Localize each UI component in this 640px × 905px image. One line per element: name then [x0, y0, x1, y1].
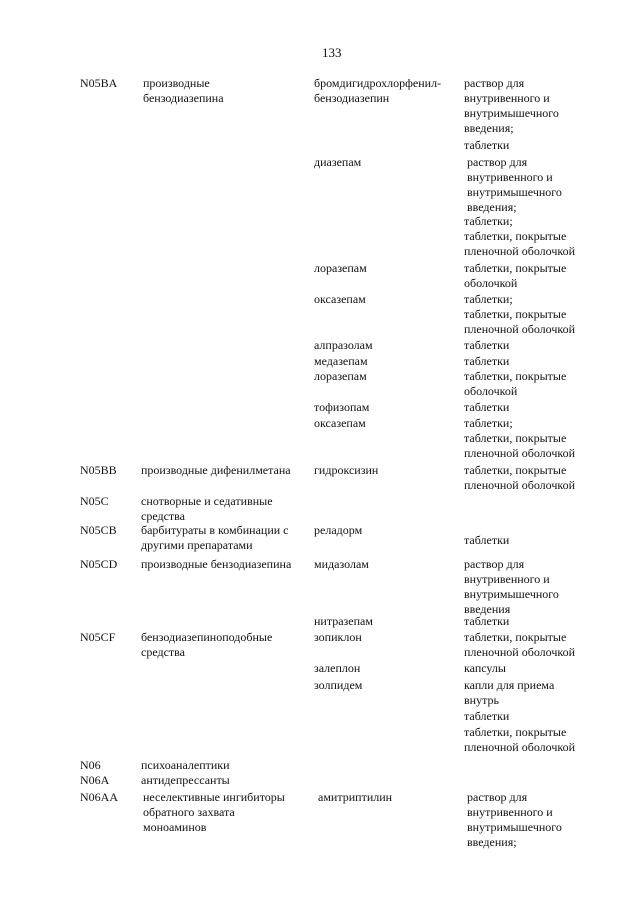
drug-name: тофизопам	[314, 400, 370, 414]
atc-group-name: психоаналептики	[141, 758, 230, 772]
atc-group-name: неселективные ингибиторы обратного захвата моноаминов	[143, 790, 285, 834]
dosage-form: таблетки, покрытые пленочной оболочкой	[464, 630, 576, 659]
dosage-form: таблетки, покрытые оболочкой	[464, 261, 567, 290]
atc-code: N06A	[80, 773, 110, 787]
dosage-form: таблетки;	[464, 214, 513, 228]
dosage-form: таблетки, покрытые пленочной оболочкой	[464, 463, 576, 492]
dosage-form: раствор для внутривенного и внутримышечного введения;	[464, 76, 559, 135]
drug-name: реладорм	[314, 523, 363, 537]
dosage-form: раствор для внутривенного и внутримышечного введения;	[467, 790, 562, 849]
drug-name: зопиклон	[314, 630, 362, 644]
atc-code: N05CB	[80, 523, 117, 537]
dosage-form: таблетки	[464, 709, 510, 723]
drug-name: амитриптилин	[318, 790, 393, 804]
drug-name: медазепам	[314, 354, 368, 368]
dosage-form: таблетки	[464, 400, 510, 414]
dosage-form: капли для приема внутрь	[464, 678, 555, 707]
atc-group-name: барбитураты в комбинации с другими препаратами	[141, 523, 289, 552]
atc-code: N06AA	[80, 790, 118, 804]
atc-group-name: бензодиазепиноподобные средства	[141, 630, 273, 659]
atc-group-name: производные дифенилметана	[141, 463, 291, 477]
atc-code: N05C	[80, 494, 109, 508]
drug-name: лоразепам	[314, 369, 367, 383]
dosage-form: таблетки	[464, 138, 510, 152]
page-number: 133	[322, 45, 342, 60]
dosage-form: таблетки	[464, 614, 510, 628]
drug-name: залеплон	[314, 661, 361, 675]
dosage-form: таблетки;	[464, 292, 513, 306]
drug-name: оксазепам	[314, 416, 366, 430]
atc-code: N06	[80, 758, 101, 772]
dosage-form: таблетки, покрытые пленочной оболочкой	[464, 725, 576, 754]
atc-code: N05CF	[80, 630, 116, 644]
dosage-form: таблетки	[464, 338, 510, 352]
drug-name: оксазепам	[314, 292, 366, 306]
drug-name: мидазолам	[314, 557, 369, 571]
dosage-form: таблетки, покрытые пленочной оболочкой	[464, 229, 576, 258]
atc-group-name: производные бензодиазепина	[143, 76, 224, 105]
drug-name: бромдигидрохлорфенил- бензодиазепин	[314, 76, 442, 105]
dosage-form: таблетки;	[464, 416, 513, 430]
dosage-form: раствор для внутривенного и внутримышечного введения;	[467, 155, 562, 214]
dosage-form: капсулы	[464, 661, 506, 675]
dosage-form: таблетки, покрытые оболочкой	[464, 369, 567, 398]
drug-name: алпразолам	[314, 338, 373, 352]
dosage-form: таблетки	[464, 533, 510, 547]
atc-code: N05BB	[80, 463, 117, 477]
atc-code: N05CD	[80, 557, 118, 571]
atc-group-name: антидепрессанты	[141, 773, 230, 787]
atc-code: N05BA	[80, 76, 118, 90]
drug-name: нитразепам	[314, 614, 373, 628]
drug-name: гидроксизин	[314, 463, 379, 477]
drug-name: золпидем	[314, 678, 363, 692]
atc-group-name: производные бензодиазепина	[141, 557, 292, 571]
dosage-form: таблетки	[464, 354, 510, 368]
drug-name: диазепам	[314, 155, 362, 169]
atc-group-name: снотворные и седативные средства	[141, 494, 273, 523]
dosage-form: таблетки, покрытые пленочной оболочкой	[464, 307, 576, 336]
dosage-form: таблетки, покрытые пленочной оболочкой	[464, 431, 576, 460]
dosage-form: раствор для внутривенного и внутримышечного введения	[464, 557, 559, 616]
drug-name: лоразепам	[314, 261, 367, 275]
